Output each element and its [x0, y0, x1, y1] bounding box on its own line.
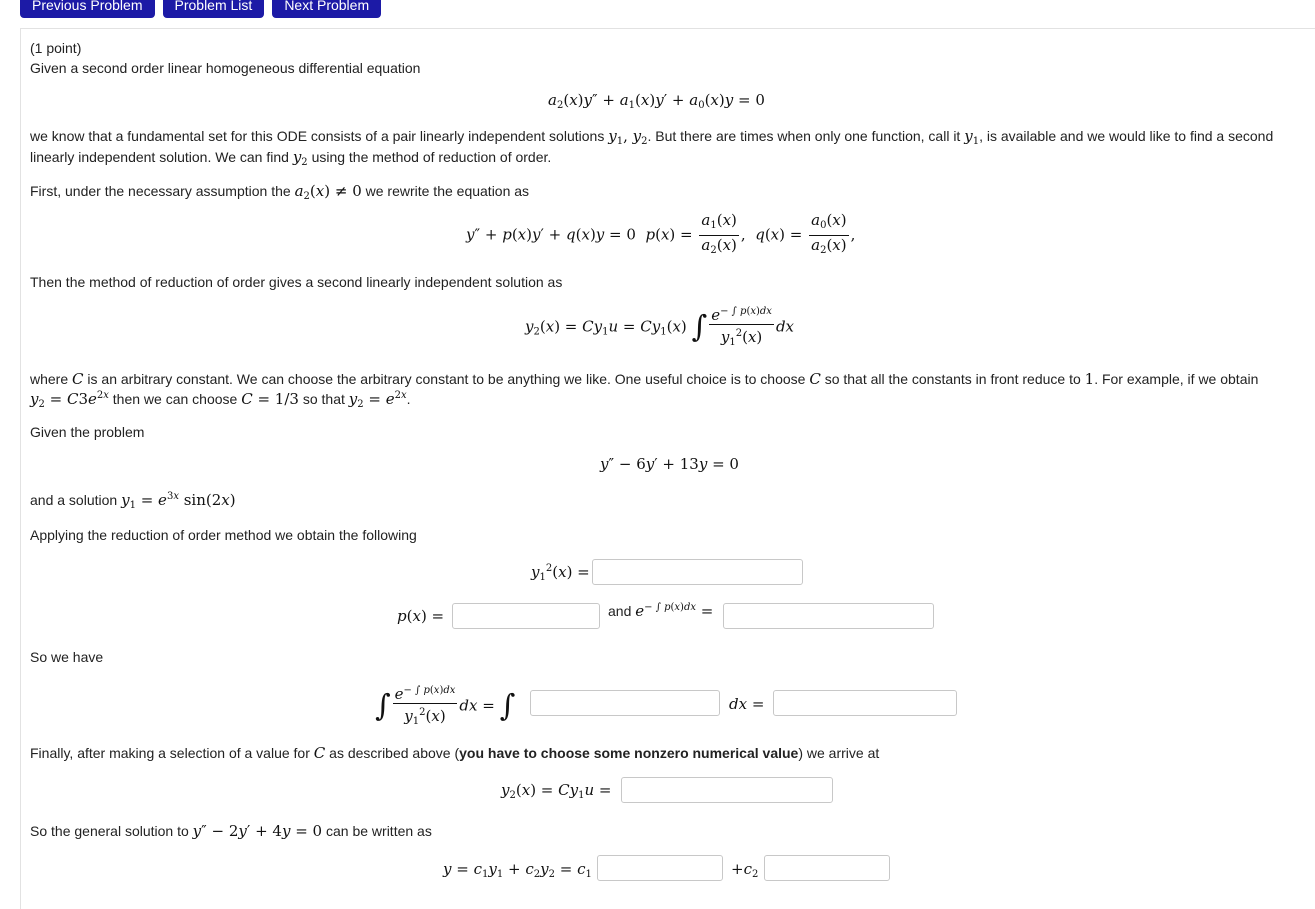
- problem-nav: [20, 0, 381, 18]
- given-solution-text: and a solution $y_1 = e^{3x}$ sin(2x): [30, 491, 236, 511]
- general-solution-text: So the general solution to y″ − 2y′ + 4y = 0 can be written as: [30, 822, 432, 840]
- applying-text: Applying the reduction of order method we obtain the following: [30, 527, 417, 543]
- finally-text: Finally, after making a selection of a value for C as described above (you have to choose some nonzero numerical value) we arrive at: [30, 744, 880, 762]
- specific-ode-equation: y″ − 6y′ + 13y = 0: [600, 455, 739, 473]
- y1-squared-input[interactable]: [592, 559, 803, 585]
- p-of-x-input[interactable]: [452, 603, 600, 629]
- fundamental-set-text: we know that a fundamental set for this ODE consists of a pair linearly independent solutions $y_1$, $y_2$. But there are times when only one function, call it $y_1$, is available and we would like to find a second: [30, 127, 1274, 147]
- integral-result-input[interactable]: [773, 690, 957, 716]
- dx-equals-label: dx =: [729, 695, 765, 713]
- y2-label: $y_2(x) = Cy_1u$ =: [501, 781, 612, 801]
- next-problem-button[interactable]: Next Problem: [272, 0, 381, 18]
- y1-squared-label: $y_1^2(x)$ =: [531, 563, 590, 583]
- reduction-intro-text: linearly independent solution. We can find $y_2$ using the method of reduction of order.: [30, 148, 552, 168]
- points-label: (1 point): [30, 40, 82, 56]
- arbitrary-constant-text: where C is an arbitrary constant. We can choose the arbitrary constant to be anything we like. One useful choice is to choose C so that all the constants in front reduce to 1. For example, if we obtain: [30, 370, 1259, 388]
- given-problem-text: Given the problem: [30, 424, 145, 440]
- reduction-formula: $y_2(x) = Cy_1u = Cy_1(x)$ ∫ $\frac{e^{- \int p(x)dx}}{y_1^2(x)}$ dx: [525, 303, 794, 352]
- general-solution-formula: $y = c_1y_1 + c_2y_2 = c_1$: [443, 860, 592, 880]
- p-of-x-label: p(x) =: [397, 607, 445, 625]
- exp-integral-label: and $e^{- \int p(x)dx}$ =: [608, 602, 714, 620]
- problem-list-button[interactable]: Problem List: [163, 0, 265, 18]
- so-we-have-text: So we have: [30, 649, 104, 665]
- ode-general-equation: $a_2(x)y'' + a_1(x)y' + a_0(x)y = 0$: [548, 91, 765, 111]
- y2-input[interactable]: [621, 777, 833, 803]
- then-text: Then the method of reduction of order gives a second linearly independent solution as: [30, 274, 563, 290]
- integral-expression: ∫ $\frac{e^{- \int p(x)dx}}{y_1^2(x)}$ dx = ∫: [375, 682, 515, 731]
- c1-coefficient-input[interactable]: [597, 855, 723, 881]
- standard-form-equation: y″ + p(x)y′ + q(x)y = 0 p(x) = $\frac{a_1(x)}{a_2(x)}$ , q(x) = $\frac{a_0(x)}{a_2(x)}$ ,: [466, 211, 856, 256]
- plus-c2-label: $+c_2$: [731, 860, 759, 880]
- integrand-input[interactable]: [530, 690, 720, 716]
- c2-coefficient-input[interactable]: [764, 855, 890, 881]
- example-text: $y_2 = C3e^{2x}$ then we can choose C = 1/3 so that $y_2 = e^{2x}$.: [30, 390, 411, 410]
- previous-problem-button[interactable]: Previous Problem: [20, 0, 155, 18]
- assumption-text: First, under the necessary assumption the $a_2(x) \ne 0$ we rewrite the equation as: [30, 182, 530, 202]
- intro-text: Given a second order linear homogeneous differential equation: [30, 60, 421, 76]
- exp-integral-input[interactable]: [723, 603, 934, 629]
